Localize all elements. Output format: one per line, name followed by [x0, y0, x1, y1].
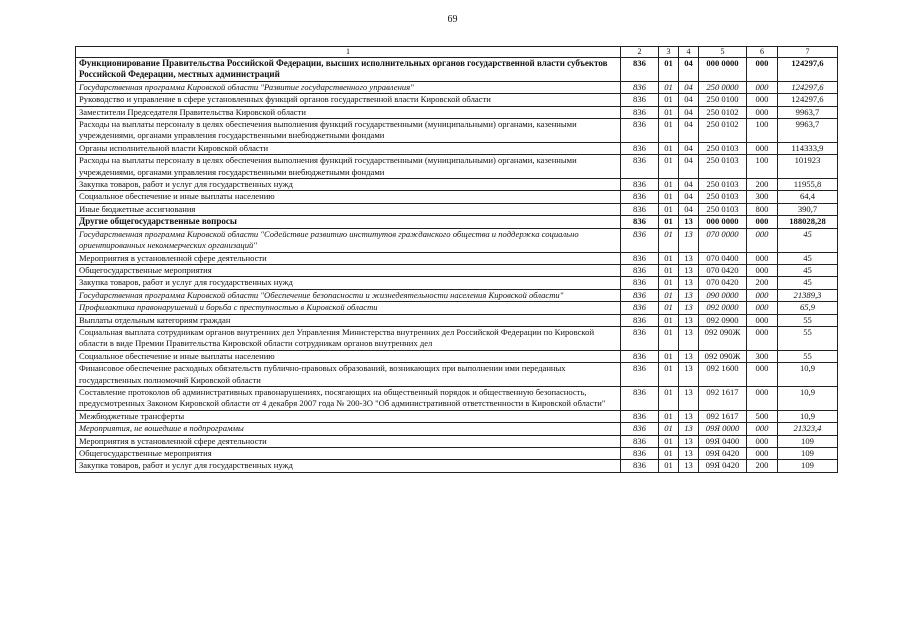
row-section-cell: 01	[659, 460, 679, 472]
row-amount-cell: 21323,4	[778, 423, 838, 435]
row-target-article-cell: 250 0102	[699, 106, 747, 118]
row-amount-cell: 10,9	[778, 410, 838, 422]
header-cell: 1	[76, 47, 621, 58]
row-expense-type-cell: 000	[747, 142, 778, 154]
table-row	[76, 203, 838, 215]
table-row	[76, 435, 838, 447]
table-row	[76, 179, 838, 191]
row-code-cell: 836	[621, 119, 659, 143]
table-row	[76, 81, 838, 93]
row-amount-cell: 55	[778, 314, 838, 326]
table-row	[76, 94, 838, 106]
row-section-cell: 01	[659, 228, 679, 252]
row-subsection-cell: 13	[679, 410, 699, 422]
table-row	[76, 155, 838, 179]
row-section-cell: 01	[659, 363, 679, 387]
table-row	[76, 302, 838, 314]
row-target-article-cell: 070 0420	[699, 277, 747, 289]
row-subsection-cell: 13	[679, 326, 699, 350]
row-expense-type-cell: 300	[747, 350, 778, 362]
row-target-article-cell: 250 0103	[699, 179, 747, 191]
row-amount-cell: 65,9	[778, 302, 838, 314]
row-code-cell: 836	[621, 228, 659, 252]
row-code-cell: 836	[621, 289, 659, 301]
row-subsection-cell: 13	[679, 386, 699, 410]
row-name-cell: Общегосударственные мероприятия	[76, 448, 621, 460]
row-subsection-cell: 04	[679, 106, 699, 118]
row-expense-type-cell: 000	[747, 58, 778, 82]
table-row	[76, 58, 838, 82]
row-section-cell: 01	[659, 302, 679, 314]
row-amount-cell: 45	[778, 228, 838, 252]
row-amount-cell: 45	[778, 264, 838, 276]
row-subsection-cell: 13	[679, 264, 699, 276]
row-target-article-cell: 250 0103	[699, 191, 747, 203]
row-code-cell: 836	[621, 191, 659, 203]
row-name-cell: Профилактика правонарушений и борьба с преступностью в Кировской области	[76, 302, 621, 314]
row-section-cell: 01	[659, 264, 679, 276]
row-code-cell: 836	[621, 435, 659, 447]
row-code-cell: 836	[621, 410, 659, 422]
row-subsection-cell: 13	[679, 363, 699, 387]
row-subsection-cell: 13	[679, 448, 699, 460]
row-code-cell: 836	[621, 155, 659, 179]
row-amount-cell: 114333,9	[778, 142, 838, 154]
row-name-cell: Заместители Председателя Правительства Кировской области	[76, 106, 621, 118]
row-amount-cell: 188028,28	[778, 216, 838, 228]
header-cell: 3	[659, 47, 679, 58]
row-code-cell: 836	[621, 386, 659, 410]
row-section-cell: 01	[659, 155, 679, 179]
header-cell: 4	[679, 47, 699, 58]
row-expense-type-cell: 000	[747, 314, 778, 326]
table-row	[76, 142, 838, 154]
row-expense-type-cell: 100	[747, 155, 778, 179]
row-subsection-cell: 13	[679, 460, 699, 472]
row-section-cell: 01	[659, 314, 679, 326]
row-section-cell: 01	[659, 386, 679, 410]
row-amount-cell: 45	[778, 252, 838, 264]
row-expense-type-cell: 300	[747, 191, 778, 203]
row-target-article-cell: 09Я 0400	[699, 435, 747, 447]
row-target-article-cell: 092 1617	[699, 386, 747, 410]
row-code-cell: 836	[621, 142, 659, 154]
row-subsection-cell: 04	[679, 58, 699, 82]
row-subsection-cell: 13	[679, 302, 699, 314]
row-section-cell: 01	[659, 191, 679, 203]
row-subsection-cell: 13	[679, 423, 699, 435]
table-row	[76, 423, 838, 435]
row-name-cell: Закупка товаров, работ и услуг для государственных нужд	[76, 277, 621, 289]
table-row	[76, 191, 838, 203]
row-target-article-cell: 092 0000	[699, 302, 747, 314]
row-name-cell: Другие общегосударственные вопросы	[76, 216, 621, 228]
row-target-article-cell: 09Я 0420	[699, 460, 747, 472]
table-row	[76, 314, 838, 326]
row-section-cell: 01	[659, 252, 679, 264]
row-expense-type-cell: 800	[747, 203, 778, 215]
row-section-cell: 01	[659, 142, 679, 154]
row-expense-type-cell: 000	[747, 326, 778, 350]
row-name-cell: Расходы на выплаты персоналу в целях обеспечения выполнения функций государственными (муниципальными) органами, казенными учреждениями, органами управления государственными внебюджетными фондами	[76, 119, 621, 143]
table-row	[76, 216, 838, 228]
row-amount-cell: 109	[778, 435, 838, 447]
row-target-article-cell: 250 0103	[699, 203, 747, 215]
row-amount-cell: 64,4	[778, 191, 838, 203]
row-name-cell: Органы исполнительной власти Кировской области	[76, 142, 621, 154]
row-code-cell: 836	[621, 58, 659, 82]
row-amount-cell: 124297,6	[778, 58, 838, 82]
row-target-article-cell: 090 0000	[699, 289, 747, 301]
table-row	[76, 252, 838, 264]
row-amount-cell: 45	[778, 277, 838, 289]
row-section-cell: 01	[659, 119, 679, 143]
row-target-article-cell: 09Я 0420	[699, 448, 747, 460]
row-code-cell: 836	[621, 448, 659, 460]
row-subsection-cell: 13	[679, 216, 699, 228]
row-name-cell: Составление протоколов об административных правонарушениях, посягающих на общественный порядок и общественную безопасность, предусмотренных Законом Кировской области от 4 декабря 2007 года № 200-ЗО "Об административной ответственности в Кировской области"	[76, 386, 621, 410]
row-name-cell: Социальное обеспечение и иные выплаты населению	[76, 350, 621, 362]
row-expense-type-cell: 000	[747, 94, 778, 106]
row-name-cell: Закупка товаров, работ и услуг для государственных нужд	[76, 460, 621, 472]
row-amount-cell: 124297,6	[778, 94, 838, 106]
row-amount-cell: 9963,7	[778, 106, 838, 118]
row-code-cell: 836	[621, 106, 659, 118]
row-target-article-cell: 092 1617	[699, 410, 747, 422]
row-name-cell: Государственная программа Кировской области "Обеспечение безопасности и жизнедеятельности населения Кировской области"	[76, 289, 621, 301]
row-expense-type-cell: 000	[747, 302, 778, 314]
row-expense-type-cell: 100	[747, 119, 778, 143]
header-cell: 7	[778, 47, 838, 58]
row-code-cell: 836	[621, 203, 659, 215]
row-name-cell: Расходы на выплаты персоналу в целях обеспечения выполнения функций государственными (муниципальными) органами, казенными учреждениями, органами управления государственными внебюджетными фондами	[76, 155, 621, 179]
row-target-article-cell: 250 0103	[699, 155, 747, 179]
row-target-article-cell: 000 0000	[699, 58, 747, 82]
row-name-cell: Руководство и управление в сфере установленных функций органов государственной власти Кировской области	[76, 94, 621, 106]
page-number: 69	[447, 14, 458, 25]
row-expense-type-cell: 000	[747, 252, 778, 264]
table-row	[76, 264, 838, 276]
row-name-cell: Межбюджетные трансферты	[76, 410, 621, 422]
row-name-cell: Социальная выплата сотрудникам органов внутренних дел Управления Министерства внутренних дел Российской Федерации по Кировской области в виде Премии Правительства Кировской области сотрудникам органов внутренних дел	[76, 326, 621, 350]
table-row	[76, 350, 838, 362]
row-section-cell: 01	[659, 106, 679, 118]
row-name-cell: Выплаты отдельным категориям граждан	[76, 314, 621, 326]
table-row	[76, 119, 838, 143]
row-target-article-cell: 070 0000	[699, 228, 747, 252]
table-row	[76, 448, 838, 460]
row-name-cell: Социальное обеспечение и иные выплаты населению	[76, 191, 621, 203]
row-code-cell: 836	[621, 314, 659, 326]
row-expense-type-cell: 000	[747, 386, 778, 410]
row-code-cell: 836	[621, 216, 659, 228]
table-row	[76, 410, 838, 422]
row-section-cell: 01	[659, 94, 679, 106]
table-row	[76, 386, 838, 410]
row-amount-cell: 109	[778, 460, 838, 472]
row-name-cell: Мероприятия в установленной сфере деятельности	[76, 435, 621, 447]
row-subsection-cell: 04	[679, 81, 699, 93]
table-header-row	[76, 47, 838, 58]
row-target-article-cell: 09Я 0000	[699, 423, 747, 435]
row-section-cell: 01	[659, 216, 679, 228]
row-section-cell: 01	[659, 326, 679, 350]
row-section-cell: 01	[659, 179, 679, 191]
row-subsection-cell: 13	[679, 435, 699, 447]
table-row	[76, 106, 838, 118]
row-section-cell: 01	[659, 435, 679, 447]
row-target-article-cell: 092 090Ж	[699, 326, 747, 350]
table-row	[76, 363, 838, 387]
row-code-cell: 836	[621, 277, 659, 289]
row-target-article-cell: 250 0000	[699, 81, 747, 93]
row-amount-cell: 101923	[778, 155, 838, 179]
row-amount-cell: 10,9	[778, 386, 838, 410]
row-target-article-cell: 092 0900	[699, 314, 747, 326]
table-row	[76, 326, 838, 350]
row-section-cell: 01	[659, 81, 679, 93]
row-amount-cell: 109	[778, 448, 838, 460]
row-code-cell: 836	[621, 460, 659, 472]
row-subsection-cell: 04	[679, 142, 699, 154]
row-subsection-cell: 13	[679, 289, 699, 301]
row-section-cell: 01	[659, 203, 679, 215]
row-code-cell: 836	[621, 326, 659, 350]
row-subsection-cell: 13	[679, 350, 699, 362]
row-expense-type-cell: 000	[747, 106, 778, 118]
row-target-article-cell: 092 090Ж	[699, 350, 747, 362]
row-amount-cell: 9963,7	[778, 119, 838, 143]
row-subsection-cell: 13	[679, 252, 699, 264]
row-target-article-cell: 070 0400	[699, 252, 747, 264]
row-section-cell: 01	[659, 289, 679, 301]
row-target-article-cell: 250 0102	[699, 119, 747, 143]
table-row	[76, 289, 838, 301]
row-name-cell: Закупка товаров, работ и услуг для государственных нужд	[76, 179, 621, 191]
row-name-cell: Мероприятия в установленной сфере деятельности	[76, 252, 621, 264]
header-cell: 5	[699, 47, 747, 58]
row-amount-cell: 390,7	[778, 203, 838, 215]
row-subsection-cell: 04	[679, 179, 699, 191]
row-code-cell: 836	[621, 94, 659, 106]
table-row	[76, 277, 838, 289]
row-subsection-cell: 04	[679, 155, 699, 179]
row-expense-type-cell: 000	[747, 216, 778, 228]
row-code-cell: 836	[621, 264, 659, 276]
row-expense-type-cell: 000	[747, 423, 778, 435]
row-expense-type-cell: 000	[747, 228, 778, 252]
row-expense-type-cell: 200	[747, 179, 778, 191]
row-expense-type-cell: 000	[747, 363, 778, 387]
row-name-cell: Государственная программа Кировской области "Развитие государственного управления"	[76, 81, 621, 93]
row-section-cell: 01	[659, 277, 679, 289]
row-code-cell: 836	[621, 363, 659, 387]
row-amount-cell: 124297,6	[778, 81, 838, 93]
row-subsection-cell: 13	[679, 314, 699, 326]
row-section-cell: 01	[659, 350, 679, 362]
row-target-article-cell: 250 0100	[699, 94, 747, 106]
row-target-article-cell: 070 0420	[699, 264, 747, 276]
row-expense-type-cell: 000	[747, 81, 778, 93]
row-section-cell: 01	[659, 423, 679, 435]
row-amount-cell: 55	[778, 350, 838, 362]
row-code-cell: 836	[621, 252, 659, 264]
row-target-article-cell: 092 1600	[699, 363, 747, 387]
row-name-cell: Иные бюджетные ассигнования	[76, 203, 621, 215]
row-subsection-cell: 04	[679, 191, 699, 203]
row-name-cell: Финансовое обеспечение расходных обязательств публично-правовых образований, возникающих при выполнении ими переданных государственных полномочий Кировской области	[76, 363, 621, 387]
row-section-cell: 01	[659, 448, 679, 460]
row-code-cell: 836	[621, 302, 659, 314]
row-amount-cell: 21389,3	[778, 289, 838, 301]
row-name-cell: Государственная программа Кировской области "Содействие развитию институтов гражданского общества и поддержка социально ориентированных некоммерческих организаций"	[76, 228, 621, 252]
row-expense-type-cell: 200	[747, 277, 778, 289]
table-row	[76, 460, 838, 472]
row-code-cell: 836	[621, 350, 659, 362]
row-expense-type-cell: 200	[747, 460, 778, 472]
row-expense-type-cell: 000	[747, 448, 778, 460]
row-name-cell: Общегосударственные мероприятия	[76, 264, 621, 276]
row-section-cell: 01	[659, 58, 679, 82]
row-target-article-cell: 250 0103	[699, 142, 747, 154]
row-subsection-cell: 13	[679, 277, 699, 289]
row-code-cell: 836	[621, 81, 659, 93]
row-amount-cell: 11955,8	[778, 179, 838, 191]
row-target-article-cell: 000 0000	[699, 216, 747, 228]
row-subsection-cell: 04	[679, 94, 699, 106]
row-amount-cell: 10,9	[778, 363, 838, 387]
row-expense-type-cell: 000	[747, 289, 778, 301]
row-section-cell: 01	[659, 410, 679, 422]
row-amount-cell: 55	[778, 326, 838, 350]
row-subsection-cell: 04	[679, 203, 699, 215]
header-cell: 2	[621, 47, 659, 58]
row-subsection-cell: 13	[679, 228, 699, 252]
row-subsection-cell: 04	[679, 119, 699, 143]
table-row	[76, 228, 838, 252]
header-cell: 6	[747, 47, 778, 58]
row-name-cell: Мероприятия, не вошедшие в подпрограммы	[76, 423, 621, 435]
row-expense-type-cell: 500	[747, 410, 778, 422]
row-expense-type-cell: 000	[747, 264, 778, 276]
row-code-cell: 836	[621, 179, 659, 191]
row-code-cell: 836	[621, 423, 659, 435]
budget-table	[75, 46, 838, 473]
row-name-cell: Функционирование Правительства Российской Федерации, высших исполнительных органов государственной власти субъектов Российской Федерации, местных администраций	[76, 58, 621, 82]
row-expense-type-cell: 000	[747, 435, 778, 447]
